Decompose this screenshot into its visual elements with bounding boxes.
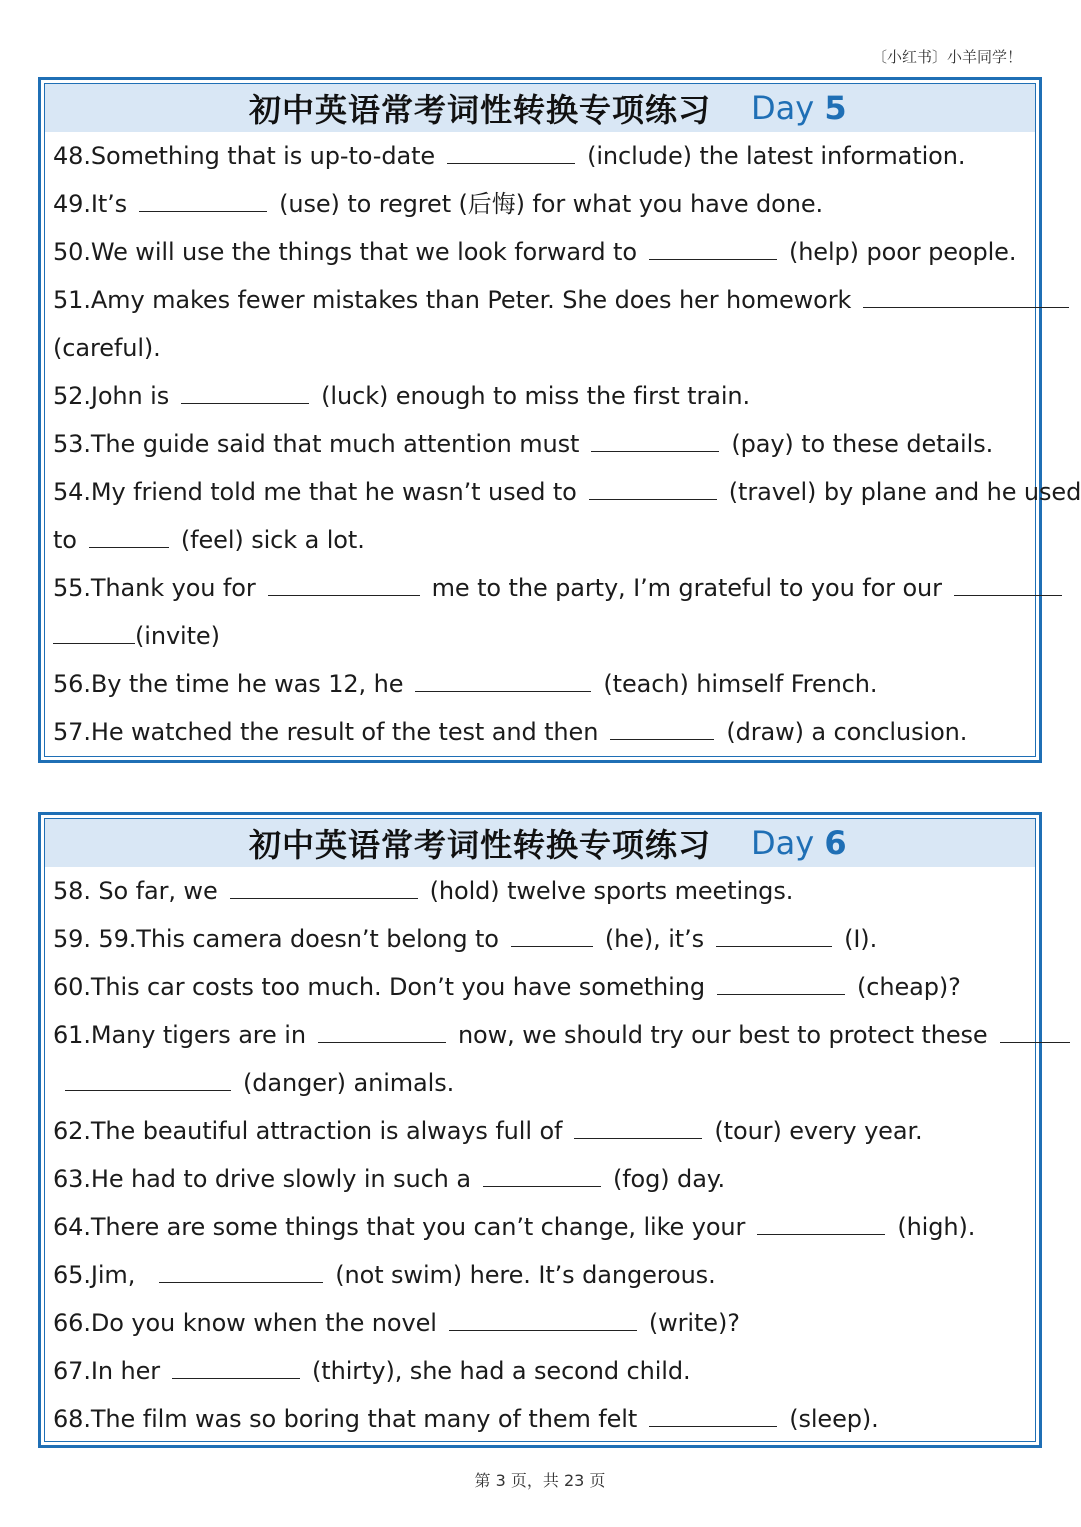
exercise-line: to (feel) sick a lot. [53, 526, 365, 554]
page-number: 第 3 页，共 23 页 [474, 1471, 606, 1490]
exercise-line: 67.In her (thirty), she had a second child. [53, 1357, 691, 1385]
exercise-line: 68.The film was so boring that many of them felt (sleep). [53, 1405, 879, 1433]
exercise-line: 58. So far, we (hold) twelve sports meetings. [53, 877, 794, 905]
exercise-line: 62.The beautiful attraction is always full of (tour) every year. [53, 1117, 923, 1145]
source-credit: 〔小红书〕小羊同学！ [871, 48, 1022, 66]
day-label: Day 5 [751, 89, 847, 127]
exercise-line: 55.Thank you for me to the party, I’m grateful to you for our [45, 564, 1035, 612]
exercise-line: 59. 59.This camera doesn’t belong to (he), it’s (I). [53, 925, 878, 953]
exercise-line: 52.John is (luck) enough to miss the first train. [53, 382, 751, 410]
exercise-line: 50.We will use the things that we look forward to (help) poor people. [53, 238, 1017, 266]
exercise-line: 57.He watched the result of the test and then (draw) a conclusion. [53, 718, 968, 746]
day-label: Day 6 [751, 824, 847, 862]
exercise-line: 60.This car costs too much. Don’t you have something (cheap)? [53, 973, 961, 1001]
exercise-line: 49.It’s (use) to regret (后悔) for what you have done. [53, 190, 824, 218]
exercise-line: 53.The guide said that much attention must (pay) to these details. [53, 430, 994, 458]
exercise-line: 56.By the time he was 12, he (teach) himself French. [53, 670, 878, 698]
section-title-bar [45, 819, 1035, 867]
exercise-line: 63.He had to drive slowly in such a (fog) day. [53, 1165, 726, 1193]
section-title: 初中英语常考词性转换专项练习 [248, 826, 711, 864]
section-title-bar [45, 84, 1035, 132]
exercise-line: (careful). [53, 334, 161, 362]
exercise-line: 65.Jim, (not swim) here. It’s dangerous. [53, 1261, 716, 1289]
exercise-line: 54.My friend told me that he wasn’t used to (travel) by plane and he used [53, 478, 1081, 506]
section-title: 初中英语常考词性转换专项练习 [248, 91, 711, 129]
exercise-line: (invite) [45, 612, 1035, 660]
exercise-line: 51.Amy makes fewer mistakes than Peter. She does her homework [45, 276, 1035, 324]
exercise-line: 64.There are some things that you can’t change, like your (high). [53, 1213, 976, 1241]
exercise-box-day6 [38, 812, 1042, 1448]
exercise-box-day5 [38, 77, 1081, 763]
exercise-line: 48.Something that is up-to-date (include) the latest information. [53, 142, 966, 170]
exercise-line: 66.Do you know when the novel (write)? [53, 1309, 740, 1337]
exercise-line: 61.Many tigers are in now, we should try our best to protect these [45, 1011, 1035, 1059]
exercise-line: (danger) animals. [45, 1059, 1035, 1107]
